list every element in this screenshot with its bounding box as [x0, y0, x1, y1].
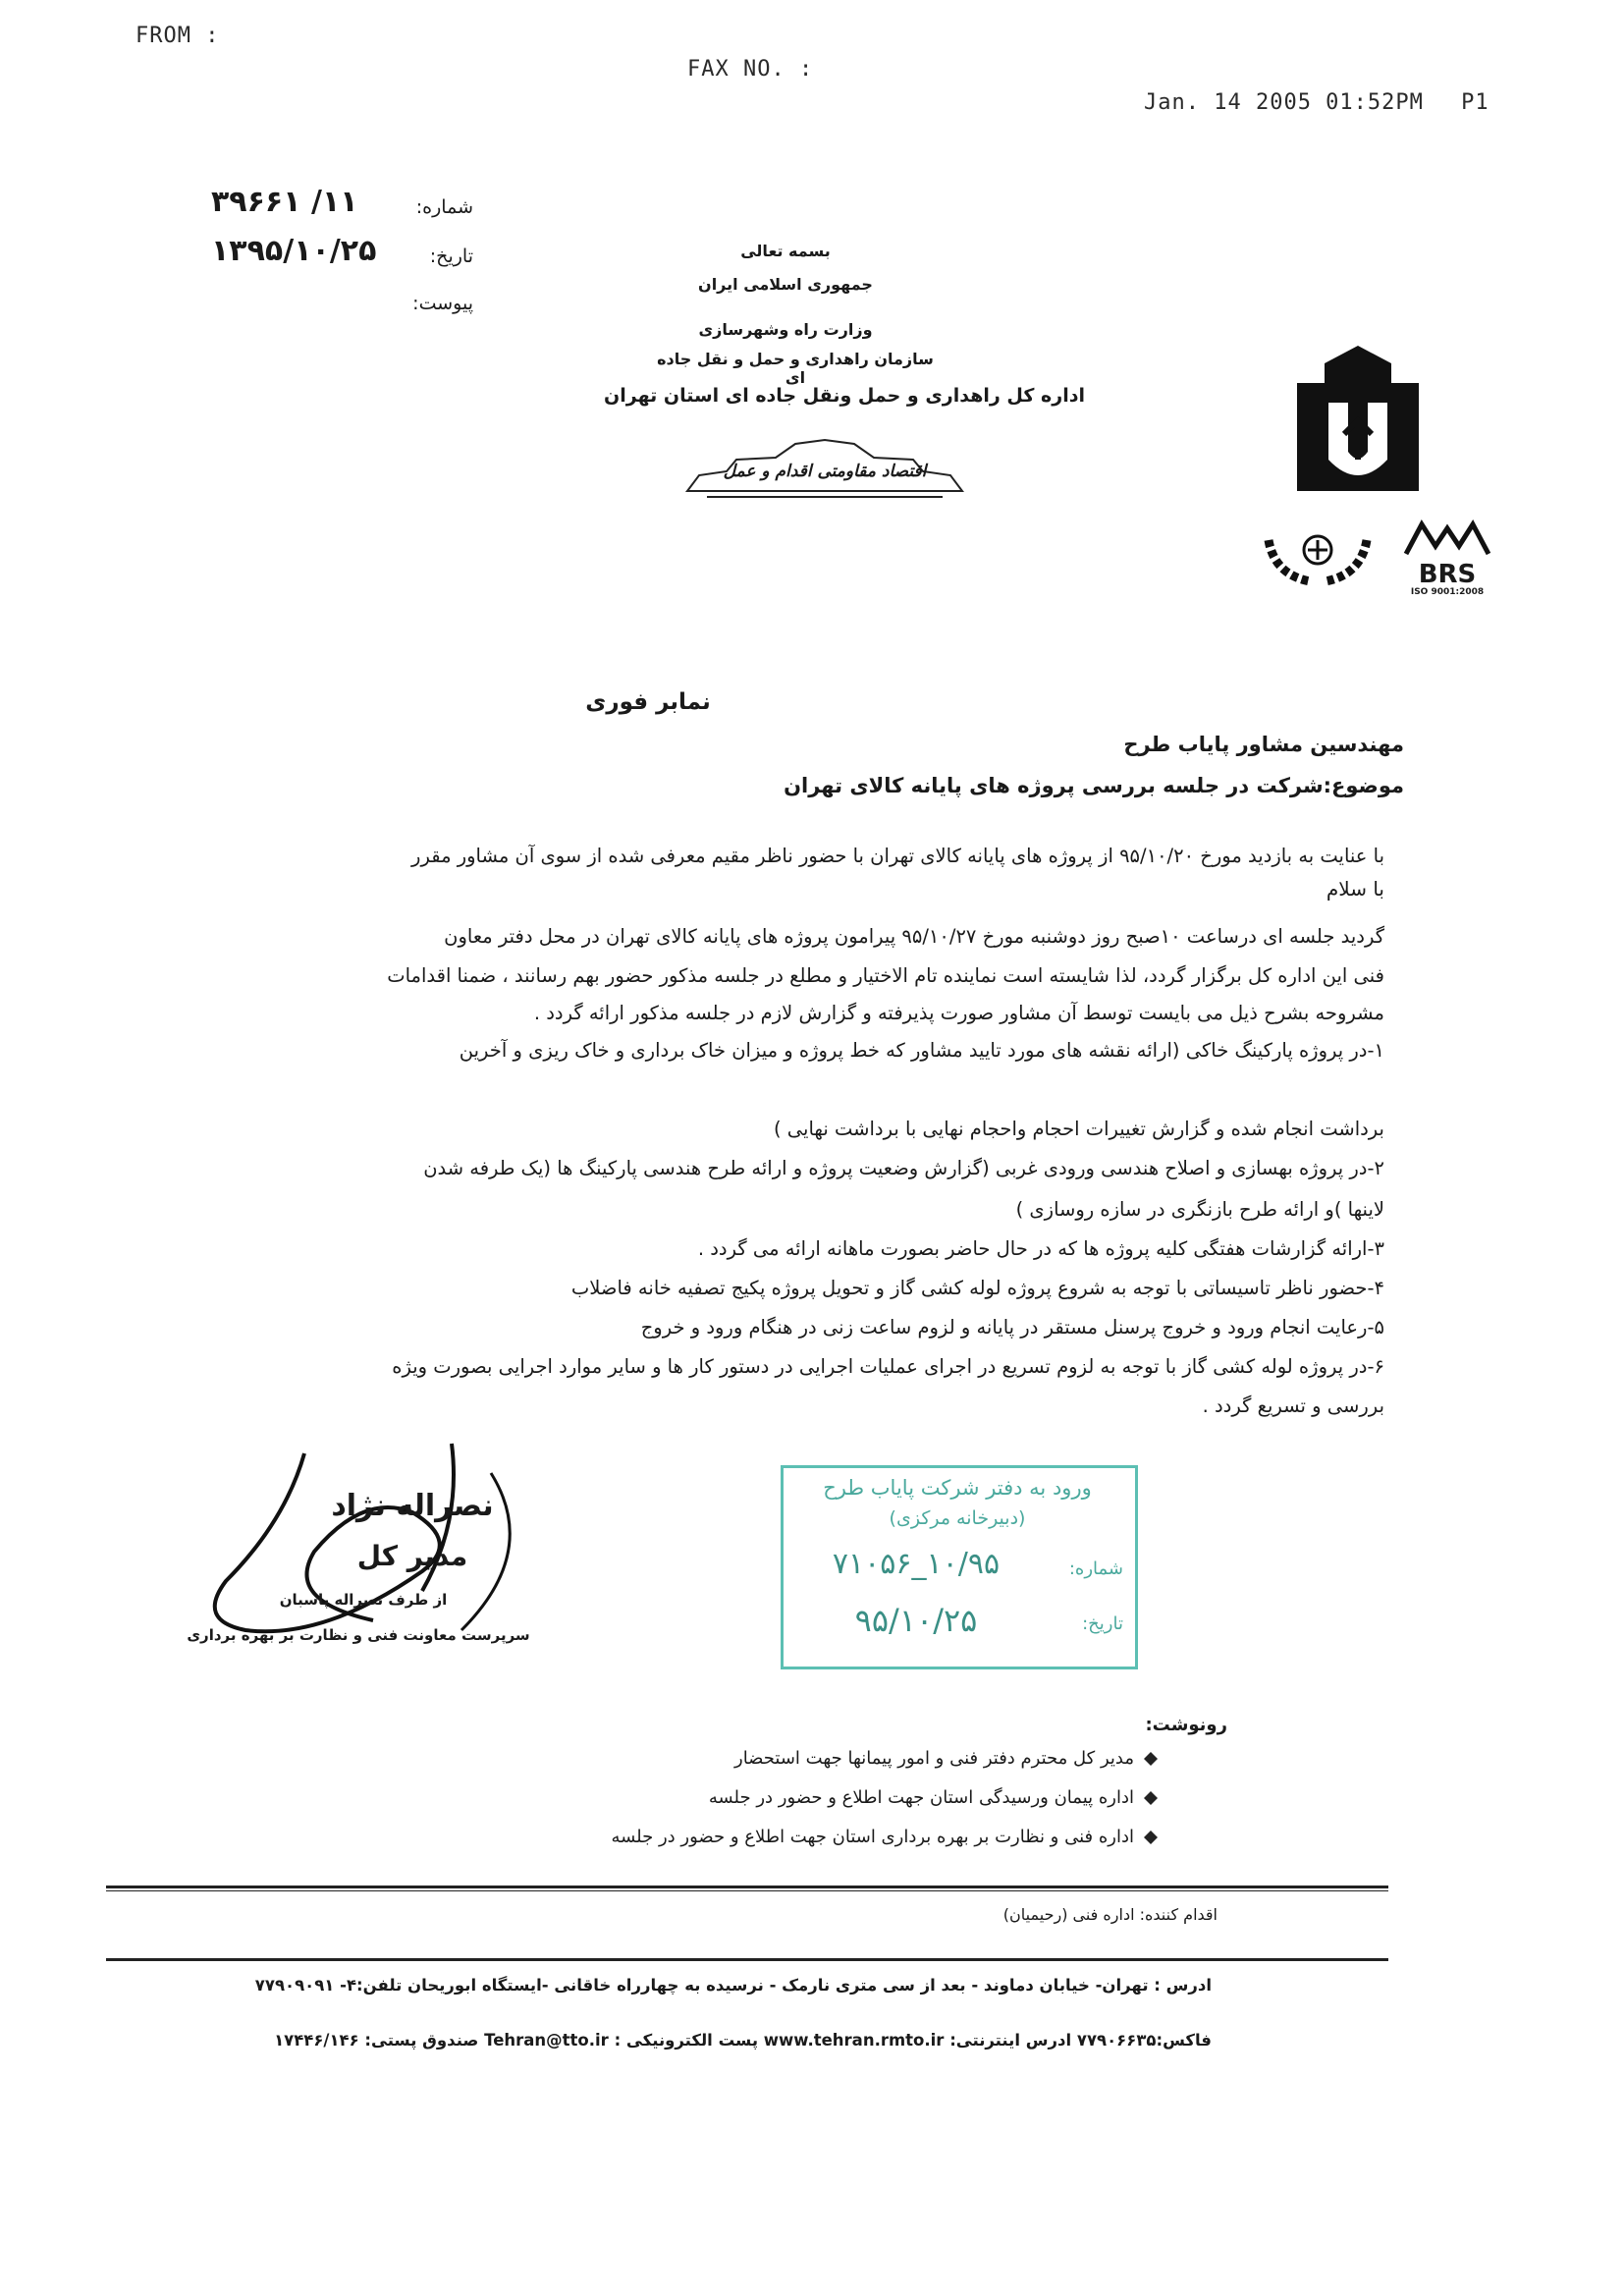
header-organization: سازمان راهداری و حمل و نقل جاده ای [657, 350, 934, 387]
brs-logo [1402, 519, 1492, 597]
stamp-subtitle: (دبیرخانه مرکزی) [889, 1507, 1026, 1529]
date-value: ۱۳۹۵/۱۰/۲۵ [211, 234, 377, 268]
body-line: برداشت انجام شده و گزارش تغییرات احجام واحجام نهایی با برداشت نهایی ) [773, 1118, 1384, 1140]
signer-title: مدیر کل [356, 1540, 468, 1572]
greeting: با سلام [1326, 877, 1384, 901]
attachment-label: پیوست: [412, 293, 473, 314]
signature-block [167, 1434, 579, 1669]
motto-emblem [677, 432, 972, 507]
recipient: مهندسین مشاور پایاب طرح [1123, 733, 1404, 756]
footer-contact: فاکس:۷۷۹۰۶۶۳۵ ادرس اینترنتی: www.tehran.rmto.ir پست الکترونیکی : Tehran@tto.ir صندوق پستی: ۱۷۴۴۶/۱۴۶ [274, 2031, 1212, 2050]
footer-divider-top [106, 1886, 1388, 1888]
signer-role: سرپرست معاونت فنی و نظارت بر بهره برداری [187, 1626, 530, 1644]
organization-logo [1289, 344, 1427, 501]
body-line: بررسی و تسریع گردد . [1202, 1394, 1384, 1417]
footer-divider-bottom [106, 1958, 1388, 1961]
body-line: ۴-حضور ناظر تاسیساتی با توجه به شروع پروژه لوله کشی گاز و تحویل پروژه پکیج تصفیه خانه فاضلاب [570, 1277, 1384, 1299]
footer-divider-top-thin [106, 1890, 1388, 1891]
body-line: گردید جلسه ای درساعت ۱۰صبح روز دوشنبه مورخ ۹۵/۱۰/۲۷ پیرامون پروژه های پایانه کالای تهران در محل دفتر معاون [444, 925, 1384, 948]
body-line: ۲-در پروژه بهسازی و اصلاح هندسی ورودی غربی (گزارش وضعیت پروژه و ارائه طرح هندسی پارکینگ ها (یک طرفه شدن [423, 1157, 1384, 1179]
header-ministry: وزارت راه وشهرسازی [698, 320, 873, 339]
number-label: شماره: [415, 196, 473, 218]
header-department: اداره کل راهداری و حمل ونقل جاده ای استان تهران [604, 385, 1085, 407]
cc-item [611, 1827, 1158, 1847]
header-country: جمهوری اسلامی ایران [698, 275, 873, 294]
wreath-icon [1259, 520, 1377, 589]
fax-number-label: FAX NO. : [687, 57, 814, 82]
cc-item-text: مدیر کل محترم دفتر فنی و امور پیمانها جهت استحضار [734, 1748, 1134, 1769]
cc-item [709, 1787, 1158, 1808]
iso-wreath-logo [1259, 520, 1377, 589]
body-line: ۶-در پروژه لوله کشی گاز با توجه به لزوم تسریع در اجرای عملیات اجرایی در دستور کار ها و سایر موارد اجرایی بصورت ویژه [392, 1355, 1384, 1378]
stamp-number-label: شماره: [1068, 1558, 1123, 1579]
date-label: تاریخ: [429, 246, 473, 267]
fax-timestamp: Jan. 14 2005 01:52PM [1144, 90, 1424, 115]
motto-text: اقتصاد مقاومتی اقدام و عمل [723, 462, 927, 481]
fax-from-label: FROM : [135, 24, 220, 48]
cc-label: رونوشت: [1145, 1715, 1227, 1735]
body-line: فنی این اداره کل برگزار گردد، لذا شایسته است نماینده تام الاختیار و مطلع در جلسه مذکور حضور بهم رسانند ، ضمنا اقدامات [387, 964, 1384, 987]
subject: موضوع:شرکت در جلسه بررسی پروژه های پایانه کالای تهران [784, 774, 1404, 797]
cc-item-text: اداره پیمان ورسیدگی استان جهت اطلاع و حضور در جلسه [708, 1787, 1134, 1808]
body-line: ۳-ارائه گزارشات هفتگی کلیه پروژه ها که در حال حاضر بصورت ماهانه ارائه می گردد . [697, 1237, 1384, 1260]
body-line: لاینها )و ارائه طرح بازنگری در سازه روسازی ) [1015, 1198, 1384, 1221]
received-stamp [781, 1465, 1138, 1669]
pointing-hand-icon [1144, 1752, 1158, 1766]
stamp-date-label: تاریخ: [1082, 1613, 1123, 1634]
action-by: اقدام کننده: اداره فنی (رحیمیان) [1002, 1905, 1218, 1924]
pointing-hand-icon [1144, 1791, 1158, 1805]
cc-item [734, 1748, 1158, 1769]
road-transport-logo-icon [1289, 344, 1427, 501]
pointing-hand-icon [1144, 1831, 1158, 1844]
body-line: ۵-رعایت انجام ورود و خروج پرسنل مستقر در پایانه و لزوم ساعت زنی در هنگام ورود و خروج [640, 1316, 1384, 1339]
signer-by-line: از طرف نصراله پاسبان [279, 1591, 448, 1609]
body-line: ۱-در پروژه پارکینگ خاکی (ارائه نقشه های مورد تایید مشاور که خط پروژه و میزان خاک برداری و خاک ریزی و آخرین [459, 1039, 1384, 1062]
cc-item-text: اداره فنی و نظارت بر بهره برداری استان جهت اطلاع و حضور در جلسه [611, 1827, 1134, 1847]
footer-address: ادرس : تهران- خیابان دماوند - بعد از سی متری نارمک - نرسیده به چهارراه خاقانی -ایستگاه ابوریحان تلفن:۴- ۷۷۹۰۹۰۹۱ [254, 1976, 1212, 1995]
stamp-number-value: ۱۰/۹۵_۷۱۰۵۶ [832, 1547, 1001, 1581]
body-line: مشروحه بشرح ذیل می بایست توسط آن مشاور صورت پذیرفته و گزارش لازم در جلسه مذکور ارائه گردد . [533, 1002, 1384, 1024]
iso-label: ISO 9001:2008 [1410, 587, 1485, 597]
number-value: ۱۱/ ۳۹۶۶۱ [211, 185, 358, 219]
stamp-title: ورود به دفتر شرکت پایاب طرح [823, 1476, 1092, 1500]
urgent-fax-title: نمابر فوری [585, 689, 711, 715]
signer-name: نصراله نژاد [331, 1489, 494, 1523]
fax-page: P1 [1461, 90, 1489, 115]
fax-timestamp-line [1144, 90, 1489, 115]
brs-emblem-icon [1402, 519, 1492, 558]
brs-label: BRS [1418, 560, 1477, 589]
stamp-date-value: ۹۵/۱۰/۲۵ [854, 1602, 978, 1639]
bismillah: بسمه تعالی [740, 242, 831, 260]
body-line: با عنایت به بازدید مورخ ۹۵/۱۰/۲۰ از پروژه های پایانه کالای تهران با حضور ناظر مقیم معرفی شده از سوی آن مشاور مقرر [411, 845, 1384, 867]
